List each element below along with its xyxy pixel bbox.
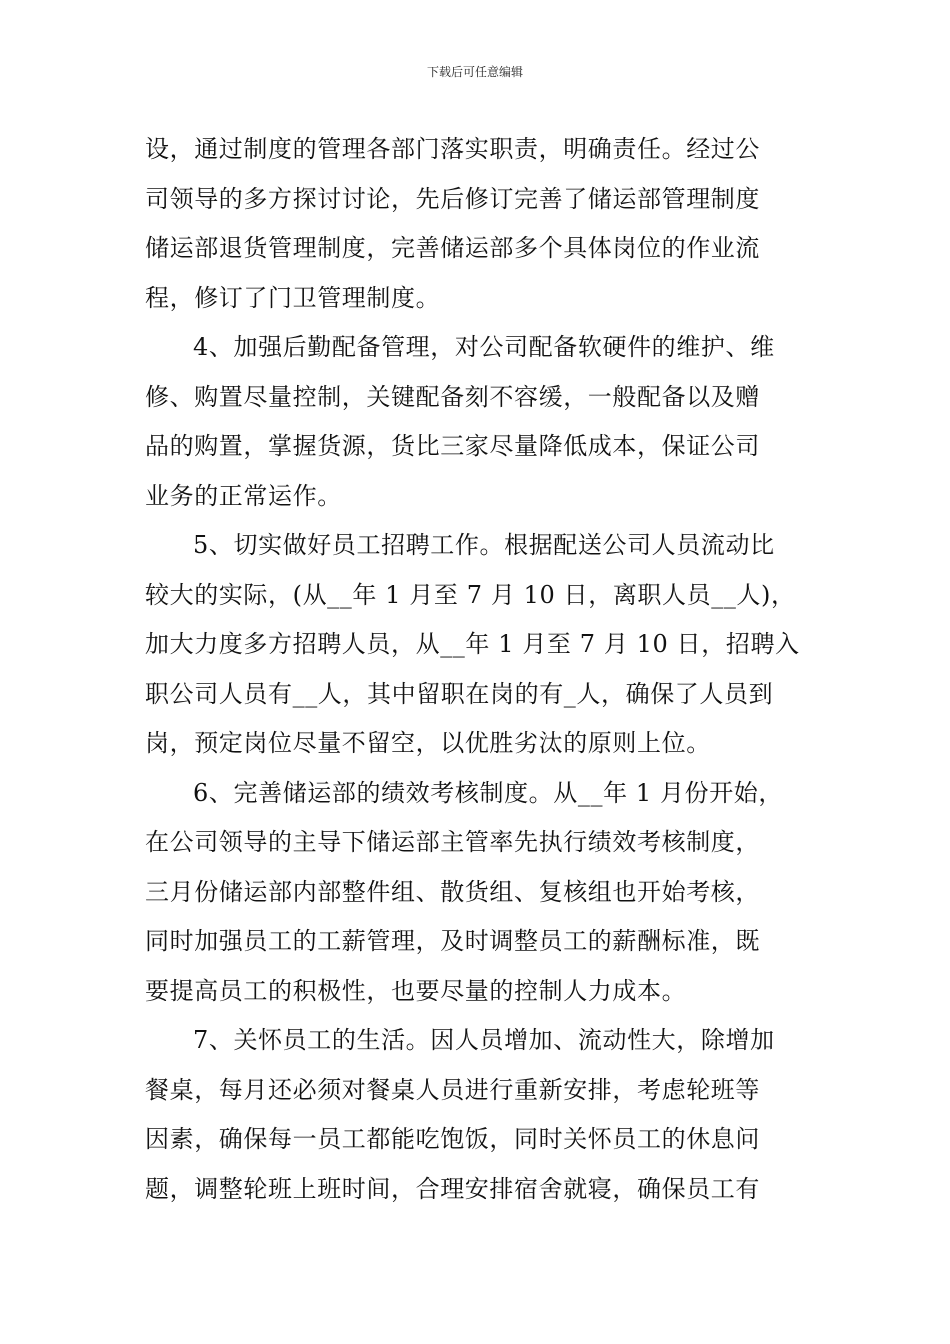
text-line: 在公司领导的主导下储运部主管率先执行绩效考核制度， (145, 828, 760, 856)
paragraph (145, 769, 810, 1017)
text-line: 7、关怀员工的生活。因人员增加、流动性大，除增加 (193, 1026, 775, 1054)
paragraph (145, 521, 810, 769)
paragraph (145, 1016, 810, 1214)
text-line: 岗，预定岗位尽量不留空，以优胜劣汰的原则上位。 (145, 729, 711, 757)
text-line: 加大力度多方招聘人员，从__年 1 月至 7 月 10 日，招聘入 (145, 630, 800, 658)
text-line: 司领导的多方探讨讨论，先后修订完善了储运部管理制度 (145, 184, 760, 213)
text-line: 修、购置尽量控制，关键配备刻不容缓，一般配备以及赠 (145, 382, 760, 411)
paragraph (145, 125, 810, 323)
text-line: 餐桌，每月还必须对餐桌人员进行重新安排，考虑轮班等 (145, 1075, 760, 1104)
text-line: 较大的实际，(从__年 1 月至 7 月 10 日，离职人员__人)， (145, 580, 796, 609)
text-line: 题，调整轮班上班时间，合理安排宿舍就寝，确保员工有 (145, 1174, 760, 1203)
paragraph (145, 323, 810, 521)
document-body (145, 125, 810, 1214)
text-line: 品的购置，掌握货源，货比三家尽量降低成本，保证公司 (145, 432, 760, 460)
text-line: 要提高员工的积极性，也要尽量的控制人力成本。 (145, 976, 687, 1005)
text-line: 4、加强后勤配备管理，对公司配备软硬件的维护、维 (193, 333, 775, 361)
text-line: 储运部退货管理制度，完善储运部多个具体岗位的作业流 (145, 234, 760, 262)
text-line: 三月份储运部内部整件组、散货组、复核组也开始考核， (145, 877, 760, 906)
text-line: 设，通过制度的管理各部门落实职责，明确责任。经过公 (145, 135, 760, 163)
text-line: 业务的正常运作。 (145, 481, 342, 510)
page-header: 下载后可任意编辑 (426, 65, 523, 79)
text-line: 同时加强员工的工薪管理，及时调整员工的薪酬标准，既 (145, 927, 760, 955)
text-line: 程，修订了门卫管理制度。 (145, 283, 441, 312)
text-line: 6、完善储运部的绩效考核制度。从__年 1 月份开始， (193, 778, 783, 807)
text-line: 职公司人员有__人，其中留职在岗的有_人，确保了人员到 (145, 679, 774, 708)
text-line: 因素，确保每一员工都能吃饱饭，同时关怀员工的休息问 (145, 1125, 760, 1153)
text-line: 5、切实做好员工招聘工作。根据配送公司人员流动比 (193, 531, 775, 559)
